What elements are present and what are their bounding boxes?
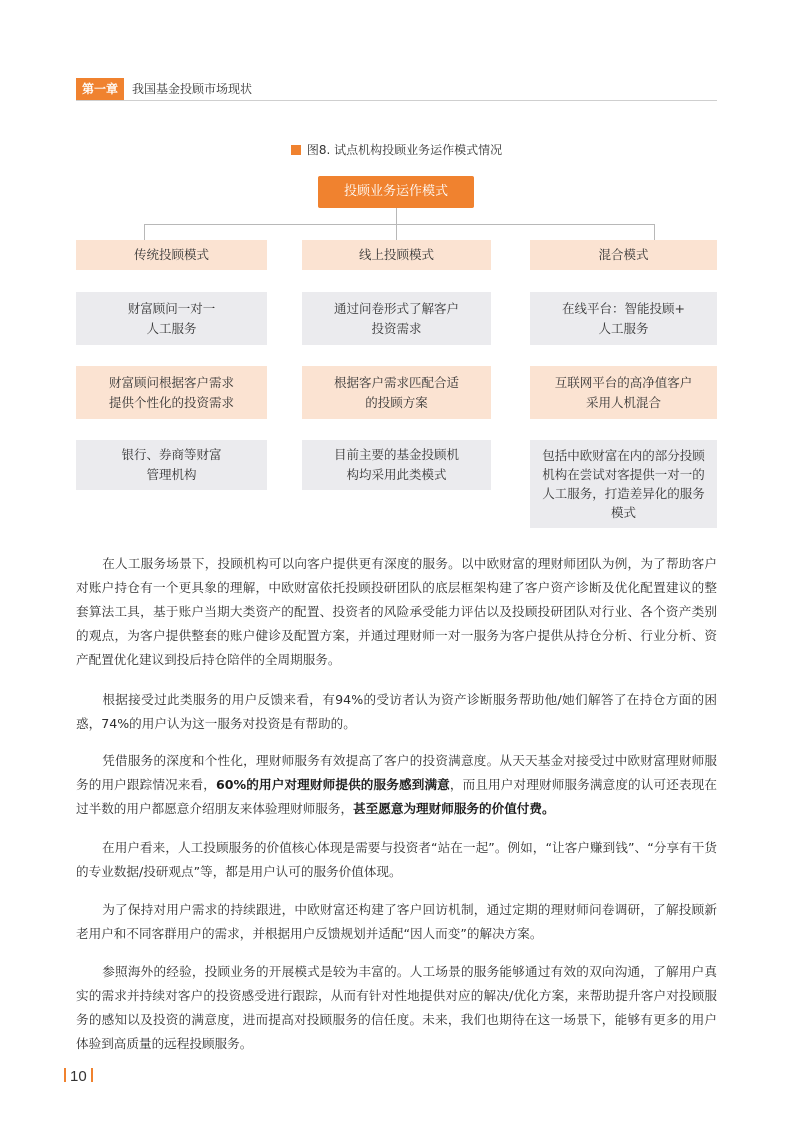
square-bullet-icon (291, 145, 301, 155)
paragraph-3: 凭借服务的深度和个性化，理财师服务有效提高了客户的投资满意度。从天天基金对接受过中欧财富理财师服务的用户跟踪情况来看，60%的用户对理财师提供的服务感到满意，而且用户对理财师服务满意度的认可还表现在过半数的用户都愿意介绍朋友来体验理财师服务，甚至愿意为理财师服务的价值付费。 (76, 753, 718, 816)
page-bar-left-icon (64, 1068, 66, 1082)
online-row2: 根据客户需求匹配合适 的投顾方案 (302, 366, 491, 419)
highlight-willing-to-pay: 甚至愿意为理财师服务的价值付费。 (353, 801, 555, 816)
paragraph-4: 在用户看来，人工投顾服务的价值核心体现是需要与投资者“站在一起”。例如，“让客户赚到钱”、“分享有干货的专业数据/投研观点”等，都是用户认可的服务价值体现。 (76, 840, 717, 879)
hybrid-row1: 在线平台：智能投顾+ 人工服务 (530, 292, 717, 345)
connector-col1 (144, 224, 145, 240)
chapter-tag: 第一章 (76, 78, 124, 100)
hybrid-row3: 包括中欧财富在内的部分投顾 机构在尝试对客提供一对一的 人工服务，打造差异化的服务 模式 (530, 440, 717, 528)
figure-title-text: 图8. 试点机构投顾业务运作模式情况 (306, 143, 503, 157)
header-divider (76, 100, 717, 101)
category-hybrid: 混合模式 (530, 240, 717, 270)
chapter-title: 我国基金投顾市场现状 (132, 82, 253, 96)
connector-col3 (654, 224, 655, 240)
category-online: 线上投顾模式 (302, 240, 491, 270)
connector-col2 (396, 224, 397, 240)
hybrid-row2: 互联网平台的高净值客户 采用人机混合 (530, 366, 717, 419)
figure-title (0, 141, 793, 158)
traditional-row3: 银行、券商等财富 管理机构 (76, 440, 267, 490)
page-number: 10 (60, 1068, 97, 1085)
diagram-root-box: 投顾业务运作模式 (318, 176, 474, 208)
paragraph-2: 根据接受过此类服务的用户反馈来看，有94%的受访者认为资产诊断服务帮助他/她们解答了在持仓方面的困惑，74%的用户认为这一服务对投资是有帮助的。 (76, 692, 717, 731)
paragraph-1: 在人工服务场景下，投顾机构可以向客户提供更有深度的服务。以中欧财富的理财师团队为例，为了帮助客户对账户持仓有一个更具象的理解，中欧财富依托投顾投研团队的底层框架构建了客户资产诊断及优化配置建议的整套算法工具，基于账户当期大类资产的配置、投资者的风险承受能力评估以及投顾投研团队对行业、各个资产类别的观点，为客户提供整套的账户健诊及配置方案，并通过理财师一对一服务为客户提供从持仓分析、行业分析、资产配置优化建议到投后持仓陪伴的全周期服务。 (76, 556, 717, 667)
paragraph-6: 参照海外的经验，投顾业务的开展模式是较为丰富的。人工场景的服务能够通过有效的双向沟通，了解用户真实的需求并持续对客户的投资感受进行跟踪，从而有针对性地提供对应的解决/优化方案，来帮助提升客户对投顾服务的感知以及投资的满意度，进而提高对投顾服务的信任度。未来，我们也期待在这一场景下，能够有更多的用户体验到高质量的远程投顾服务。 (76, 964, 717, 1051)
paragraph-5: 为了保持对用户需求的持续跟进，中欧财富还构建了客户回访机制，通过定期的理财师问卷调研，了解投顾新老用户和不同客群用户的需求，并根据用户反馈规划并适配“因人而变”的解决方案。 (76, 902, 717, 941)
page-bar-right-icon (91, 1068, 93, 1082)
online-row1: 通过问卷形式了解客户 投资需求 (302, 292, 491, 345)
online-row3: 目前主要的基金投顾机 构均采用此类模式 (302, 440, 491, 490)
highlight-satisfaction: 60%的用户对理财师提供的服务感到满意 (216, 777, 450, 792)
category-traditional: 传统投顾模式 (76, 240, 267, 270)
connector-horizontal (144, 224, 654, 225)
traditional-row1: 财富顾问一对一 人工服务 (76, 292, 267, 345)
connector-root-down (396, 208, 397, 224)
traditional-row2: 财富顾问根据客户需求 提供个性化的投资需求 (76, 366, 267, 419)
